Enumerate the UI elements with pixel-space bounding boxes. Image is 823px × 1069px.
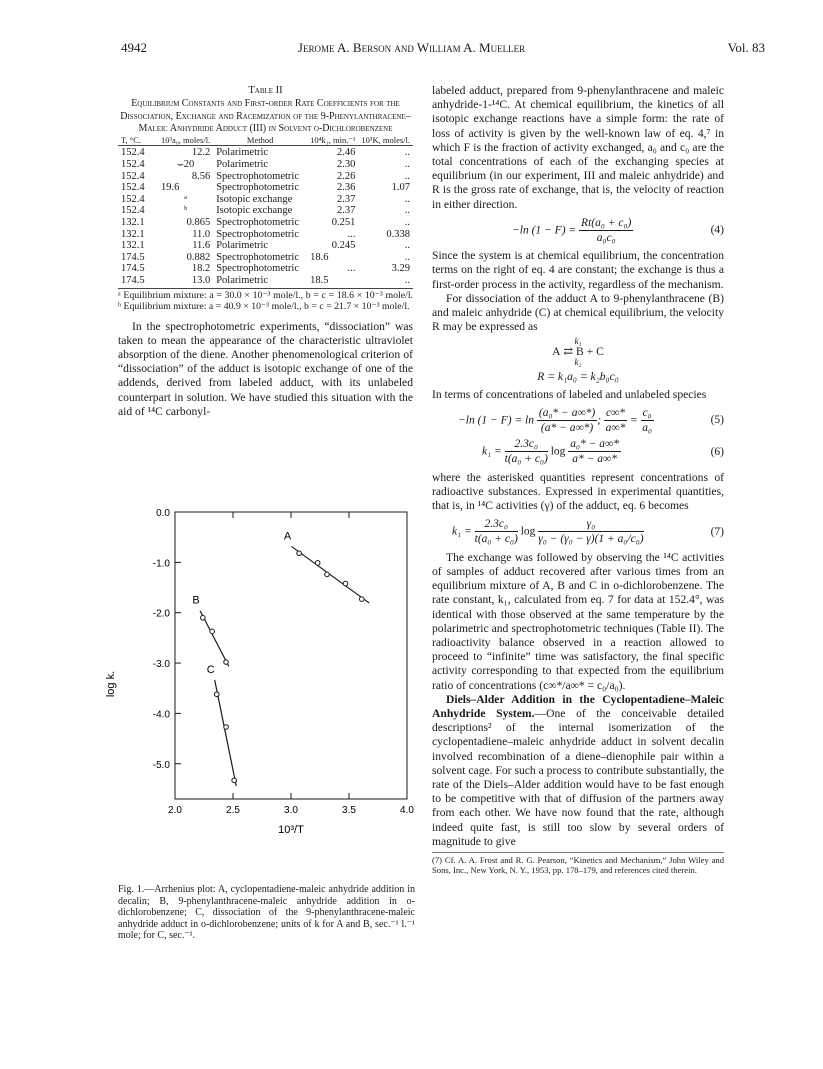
table-cell: Isotopic exchange bbox=[216, 205, 293, 217]
table-cell: 2.36 bbox=[337, 182, 356, 194]
table-cell: 132.1 bbox=[121, 216, 145, 228]
eq5-den: (a* − a∞*) bbox=[540, 422, 594, 435]
y-tick-label: -1.0 bbox=[152, 558, 170, 570]
table-cell: ⌣20 bbox=[176, 159, 195, 171]
table-row bbox=[118, 146, 413, 159]
equilibrium-arrow-icon: ⇄ bbox=[563, 345, 574, 359]
table-cell: 18.6 bbox=[310, 251, 329, 263]
table-cell: ᵃ bbox=[184, 193, 188, 205]
table-cell: ... bbox=[347, 263, 356, 275]
table-cell: .. bbox=[404, 170, 410, 182]
eq6-log: log bbox=[550, 445, 566, 458]
eq6-den2: a* − a∞* bbox=[572, 453, 618, 466]
eq-number: (6) bbox=[710, 445, 724, 458]
eq7-den2: γ₀ − (γ₀ − γ)(1 + a₀/c₀) bbox=[538, 533, 644, 546]
series-line-A bbox=[292, 547, 370, 604]
table-row bbox=[118, 275, 413, 287]
eq7-num2: γ₀ bbox=[538, 517, 643, 532]
x-tick-label: 2.5 bbox=[226, 805, 240, 816]
paragraph: The exchange was followed by observing the ¹⁴C activities of samples of adduct recovered after various times from an equilibrium mixture of A, B and C in o-dichlorobenzene. The rate constant, k₁, calculated from eq. 7 for data at 152.4°, was identical with those observed at the same temperature by the polarimetric and spectrophotometric techniques (Table II). The radioactivity balance observed in a reaction allowed to proceed to “infinite” time was satisfactory, the final specific activity corresponding to that expected from the equilibrium ratio of concentrations (c∞*/a∞* = c₀/a₀). bbox=[432, 550, 724, 692]
table-row bbox=[118, 263, 413, 275]
table-cell: Polarimetric bbox=[216, 147, 269, 159]
rate-expression: R = k₁a₀ = k₂b₀c₀ bbox=[537, 370, 619, 384]
table-cell: 8.56 bbox=[191, 170, 211, 182]
table-cell: 0.245 bbox=[331, 240, 356, 252]
x-axis-label: 10³/T bbox=[278, 824, 304, 836]
data-point bbox=[325, 572, 330, 577]
table-cell: 18.2 bbox=[191, 263, 211, 275]
paragraph: where the asterisked quantities represent concentrations of radioactive substances. Expressed in experimental quantities, that is, in ¹⁴C activities (γ) of the adduct, eq. 6 becomes bbox=[432, 470, 724, 513]
data-point bbox=[297, 551, 302, 556]
table-cell: 2.46 bbox=[337, 147, 356, 159]
table-cell: Spectrophotometric bbox=[216, 251, 299, 263]
table-cell: .. bbox=[404, 251, 410, 263]
table-cell: 19.6 bbox=[161, 182, 180, 194]
paragraph: In terms of concentrations of labeled and unlabeled species bbox=[432, 387, 707, 401]
table-label: Table II bbox=[248, 85, 283, 96]
col-header: 10³a₀, moles/l. bbox=[158, 136, 213, 146]
table-cell: 2.37 bbox=[337, 193, 356, 205]
eq4-num: Rt(a₀ + c₀) bbox=[579, 216, 633, 231]
data-point bbox=[359, 597, 364, 602]
y-axis bbox=[153, 508, 181, 771]
table-cell: 152.4 bbox=[121, 205, 145, 217]
table-row bbox=[118, 229, 413, 241]
y-tick-label: 0.0 bbox=[156, 508, 170, 519]
rate-constant-k2: k₂ bbox=[574, 357, 582, 368]
table-title: Equilibrium Constants and First-order Rate Coefficients for the Dissociation, Exchange and Racemization of the 9-Phenylanthracene–Maleic Anhydride Adduct (III) in Solvent o-Dichlorobenzene bbox=[120, 98, 411, 135]
eq6-num2: a₀* − a∞* bbox=[568, 437, 621, 452]
table-cell: 1.07 bbox=[391, 182, 410, 194]
eq4-lhs: −ln (1 − F) = bbox=[512, 224, 577, 237]
table-cell: .. bbox=[404, 205, 410, 217]
plot-area bbox=[192, 531, 369, 786]
paragraph: Since the system is at chemical equilibrium, the concentration terms on the right of eq. 4 are constant; the exchange is thus a first-order process in the activity, regardless of the mechanism. bbox=[432, 249, 724, 291]
eq6-num: 2.3c₀ bbox=[505, 437, 548, 452]
table-cell: Spectrophotometric bbox=[216, 228, 299, 240]
table-row bbox=[118, 217, 413, 229]
arrhenius-chart bbox=[105, 502, 430, 836]
table-cell: 152.4 bbox=[121, 159, 145, 171]
eq5-lhs: −ln (1 − F) = ln bbox=[458, 414, 534, 427]
table-cell: 152.4 bbox=[121, 182, 145, 194]
x-tick-label: 3.0 bbox=[284, 805, 298, 816]
table-cell: 11.0 bbox=[192, 228, 211, 240]
equation-6 bbox=[482, 437, 724, 466]
table-row bbox=[118, 205, 413, 217]
eq7-lhs: k₁ = bbox=[452, 525, 472, 538]
equation-4 bbox=[512, 216, 724, 245]
running-authors: Jerome A. Berson and William A. Mueller bbox=[297, 40, 526, 55]
table-body bbox=[118, 146, 413, 287]
col-header: T, °C. bbox=[118, 136, 158, 146]
figure-caption: Fig. 1.—Arrhenius plot: A, cyclopentadiene-maleic anhydride addition in decalin; B, 9-phenylanthracene-maleic anhydride addition in o-dichlorobenzene; C, dissociation of the 9-phenylanthracene-maleic anhydride adduct in o-dichlorobenzene; units of k for A and B, sec.⁻¹ l.⁻¹ mole; for C, sec.⁻¹. bbox=[118, 884, 415, 941]
table-cell: ᵇ bbox=[183, 205, 188, 217]
series-label: B bbox=[192, 594, 200, 607]
y-tick-label: -2.0 bbox=[152, 608, 170, 620]
table-row bbox=[118, 182, 413, 194]
eq5-frac bbox=[537, 406, 597, 435]
table-cell: Polarimetric bbox=[216, 240, 269, 252]
series-label: A bbox=[283, 530, 292, 543]
eq6-frac2 bbox=[568, 437, 621, 466]
eq7-frac bbox=[475, 517, 518, 546]
left-column bbox=[118, 84, 413, 419]
eq6-frac bbox=[505, 437, 548, 466]
table-row bbox=[118, 240, 413, 252]
left-paragraph: In the spectrophotometric experiments, “dissociation” was taken to mean the appearance of the characteristic ultraviolet absorption of the diene. Another phenomenological criterion of “dissociation” of the adduct is isotopic exchange of one of the addends, derived from labeled adduct, with its unlabeled counterpart in solution. We have studied this situation with the aid of ¹⁴C carbonyl- bbox=[118, 319, 413, 418]
eq-number: (5) bbox=[710, 414, 724, 427]
right-column bbox=[432, 84, 724, 876]
table-cell: Isotopic exchange bbox=[216, 193, 293, 205]
table-cell: 11.6 bbox=[192, 240, 211, 252]
data-point bbox=[214, 692, 219, 697]
y-tick-label: -5.0 bbox=[152, 759, 170, 771]
eq7-frac2 bbox=[538, 517, 643, 546]
volume-label: Vol. 83 bbox=[727, 40, 765, 55]
table-cell: .. bbox=[404, 216, 410, 228]
eq5-rhs-den: a₀ bbox=[642, 422, 652, 435]
plot-frame bbox=[175, 512, 407, 799]
table-cell: .. bbox=[404, 159, 410, 171]
equation-7 bbox=[452, 517, 724, 546]
y-tick-label: -4.0 bbox=[152, 709, 170, 721]
section-heading: Diels–Alder Addition in the Cyclopentadiene–Maleic Anhydride System. bbox=[432, 692, 724, 720]
data-point bbox=[232, 778, 237, 783]
eq5-num: (a₀* − a∞*) bbox=[537, 406, 597, 421]
x-tick-label: 2.0 bbox=[168, 805, 182, 816]
table-cell: Spectrophotometric bbox=[216, 182, 299, 194]
reaction-scheme bbox=[432, 337, 724, 384]
table-cell: Spectrophotometric bbox=[216, 263, 299, 275]
table-cell: 0.865 bbox=[186, 216, 211, 228]
table-cell: 12.2 bbox=[191, 147, 211, 159]
table-footnote: ᵃ Equilibrium mixture: a = 30.0 × 10⁻³ mole/l., b = c = 18.6 × 10⁻³ mole/l. ᵇ Equilibrium mixture: a = 40.9 × 10⁻³ mole/l., b = c = 21.7 × 10⁻³ mole/l. bbox=[118, 289, 413, 312]
table-cell: 18.5 bbox=[310, 274, 329, 286]
reference-footnote: (7) Cf. A. A. Frost and R. G. Pearson, “Kinetics and Mechanism,” John Wiley and Sons, Inc., New York, N. Y., 1953, pp. 178–179, and references cited therein. bbox=[432, 852, 724, 876]
section-text: —One of the conceivable detailed descriptions² of the internal isomerization of the cyclopentadiene–maleic anhydride adduct in solvent decalin involved recombination of a diene–dienophile pair within a solvent cage. For such a process to contribute substantially, the rate of the Diels–Alder addition would have to be fast enough to be competitive with that of diffusion of the partners away from each other. We have now found that the rate, although indeed quite fast, is still too slow by several orders of magnitude to give bbox=[432, 706, 724, 848]
table-header-row bbox=[118, 136, 413, 146]
eq4-den: a₀c₀ bbox=[596, 232, 616, 245]
reactant: A bbox=[552, 345, 561, 359]
table-cell: 3.29 bbox=[391, 263, 410, 275]
table-cell: .. bbox=[404, 147, 410, 159]
paragraph: For dissociation of the adduct A to 9-phenylanthracene (B) and maleic anhydride (C) at chemical equilibrium, the velocity R may be expressed as bbox=[432, 291, 724, 334]
table-cell: 174.5 bbox=[121, 274, 145, 286]
table-row bbox=[118, 252, 413, 264]
table-cell: 174.5 bbox=[121, 263, 145, 275]
table-cell: .. bbox=[404, 193, 410, 205]
x-tick-label: 4.0 bbox=[400, 805, 414, 816]
table-cell: Polarimetric bbox=[216, 159, 269, 171]
table-cell: ... bbox=[347, 228, 356, 240]
table-cell: Polarimetric bbox=[216, 274, 269, 286]
table-cell: 132.1 bbox=[121, 228, 145, 240]
eq6-den: t(a₀ + c₀) bbox=[504, 453, 548, 466]
table-cell: 2.37 bbox=[337, 205, 356, 217]
col-header: Method bbox=[213, 136, 307, 146]
data-point bbox=[210, 629, 215, 634]
table-cell: 132.1 bbox=[121, 240, 145, 252]
eq-number: (7) bbox=[710, 525, 724, 538]
table-cell: .. bbox=[404, 274, 410, 286]
table-cell: 152.4 bbox=[121, 193, 145, 205]
rate-constant-k1: k₁ bbox=[574, 336, 582, 347]
col-header: 10³K, moles/l. bbox=[358, 136, 413, 146]
eq7-log: log bbox=[520, 525, 536, 538]
paragraph: labeled adduct, prepared from 9-phenylanthracene and maleic anhydride-1-¹⁴C. At chemical equilibrium, the kinetics of all isotopic exchange reactions have a simple form: the rate of loss of activity is given by the well-known law of eq. 4,⁷ in which F is the fraction of activity exchanged, a₀ and c₀ are the total concentrations of each of the exchanging species at equilibrium (in our experiment, III and maleic anhydride) and R is the gross rate of exchange, that is, the velocity of reaction in either direction. bbox=[432, 84, 724, 211]
eq6-lhs: k₁ = bbox=[482, 445, 502, 458]
series-label: C bbox=[206, 663, 215, 676]
table-row bbox=[118, 171, 413, 183]
y-axis-label: log k. bbox=[105, 670, 117, 698]
eq5-mid-num: c∞* bbox=[604, 406, 627, 421]
table-row bbox=[118, 194, 413, 206]
data-point bbox=[343, 581, 348, 586]
table-cell: 0.338 bbox=[386, 228, 410, 240]
table-cell: 152.4 bbox=[121, 147, 145, 159]
eq7-num: 2.3c₀ bbox=[475, 517, 518, 532]
eq-number: (4) bbox=[710, 224, 724, 237]
eq5-rhs-num: c₀ bbox=[641, 406, 654, 421]
products: B + C bbox=[576, 345, 604, 359]
data-point bbox=[224, 725, 229, 730]
equation-5: −ln (1 − F) = ln $\frac{\text{(a₀* − a∞*)}}{(a* - a\infty*)}$ ; $\frac{c\infty*}{a\infty*}$ = $\frac{\text{c₀}}{\text{a₀}}$ (5) bbox=[458, 406, 724, 435]
table-cell: 0.882 bbox=[186, 251, 211, 263]
table-cell: 13.0 bbox=[191, 274, 211, 286]
table-cell: Spectrophotometric bbox=[216, 216, 299, 228]
x-axis bbox=[168, 512, 414, 816]
table-cell: 152.4 bbox=[121, 170, 145, 182]
col-header: 10⁴k₁, min.⁻¹ bbox=[307, 136, 358, 146]
table-cell: .. bbox=[404, 240, 410, 252]
data-point bbox=[201, 615, 206, 620]
table-row bbox=[118, 159, 413, 171]
eq5-mid-den: a∞* bbox=[605, 422, 626, 435]
table-cell: 174.5 bbox=[121, 251, 145, 263]
page-number: 4942 bbox=[121, 40, 147, 55]
data-point bbox=[315, 561, 320, 566]
data-table bbox=[118, 136, 413, 286]
table-cell: 2.30 bbox=[337, 159, 356, 171]
eq4-frac bbox=[579, 216, 633, 245]
eq5-rhs-frac bbox=[641, 406, 654, 435]
table-cell: 0.251 bbox=[331, 216, 356, 228]
eq5-mid-frac bbox=[604, 406, 627, 435]
table-cell: Spectrophotometric bbox=[216, 170, 299, 182]
paragraph bbox=[432, 693, 724, 849]
y-tick-label: -3.0 bbox=[152, 659, 170, 671]
eq7-den: t(a₀ + c₀) bbox=[474, 533, 518, 546]
table-cell: 2.26 bbox=[337, 170, 356, 182]
x-tick-label: 3.5 bbox=[342, 805, 356, 816]
data-point bbox=[224, 660, 229, 665]
